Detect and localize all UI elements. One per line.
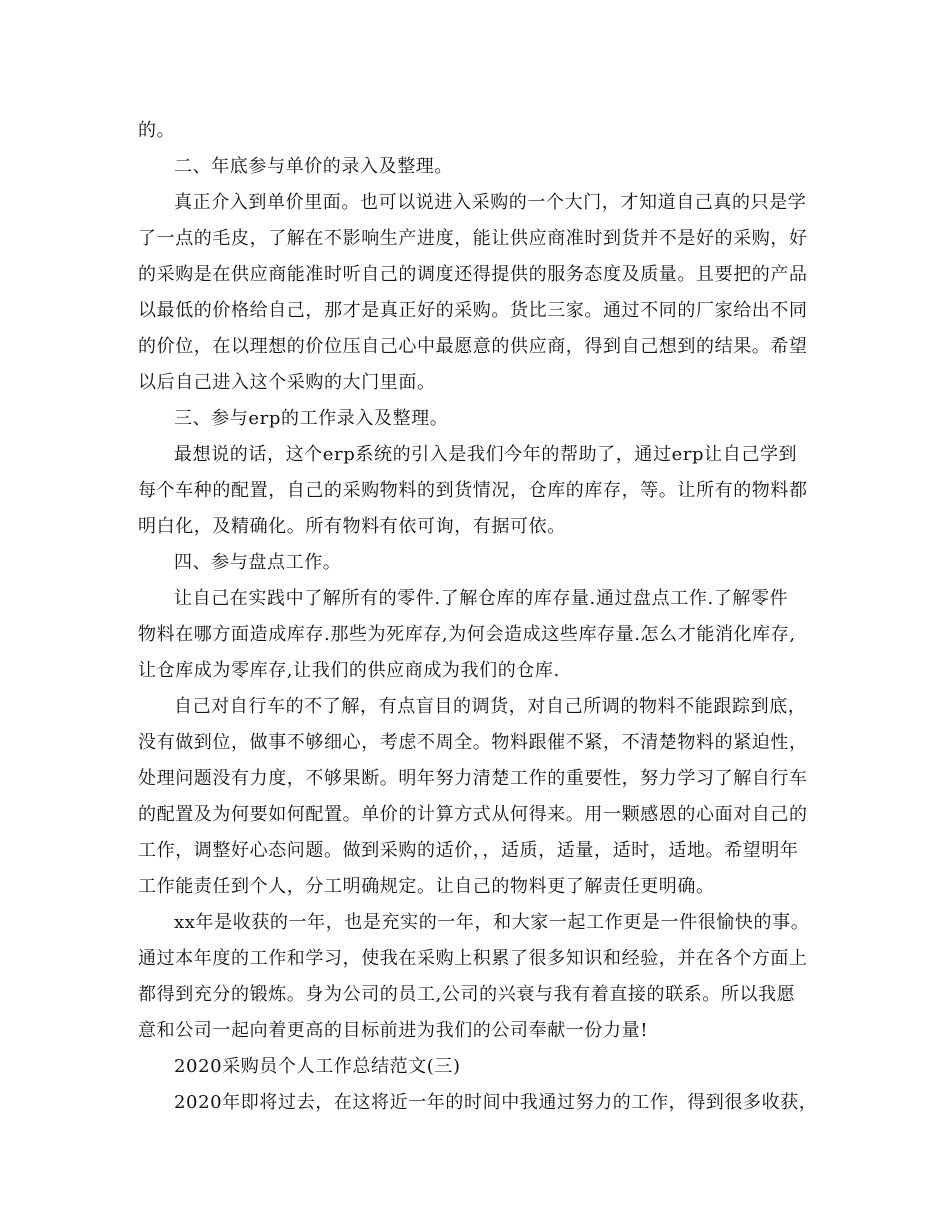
article-title: 2020采购员个人工作总结范文(三) [174,1056,461,1077]
text-line-8: 以后自己进入这个采购的大门里面。 [138,372,436,393]
text-line-4: 了一点的毛皮，了解在不影响生产进度，能让供应商准时到货并不是好的采购，好 [138,228,808,249]
text-line-19: 处理问题没有力度，不够果断。明年努力清楚工作的重要性，努力学习了解自行车 [138,768,808,789]
text-line-10: 最想说的话，这个erp系统的引入是我们今年的帮助了，通过erp让自己学到 [174,444,798,465]
text-line-17: 自己对自行车的不了解，有点盲目的调货，对自己所调的物料不能跟踪到底， [174,696,807,717]
section-heading-4: 四、参与盘点工作。 [174,552,342,573]
text-line-7: 的价位，在以理想的价位压自己心中最愿意的供应商，得到自己想到的结果。希望 [138,336,808,357]
text-line-21: 工作，调整好心态问题。做到采购的适价，，适质，适量，适时，适地。希望明年 [138,840,799,861]
text-line-12: 明白化，及精确化。所有物料有依可询，有据可依。 [138,516,566,537]
section-heading-2: 二、年底参与单价的录入及整理。 [174,156,453,177]
text-line-11: 每个车种的配置，自己的采购物料的到货情况，仓库的库存，等。让所有的物料都 [138,480,808,501]
text-line-28: 2020年即将过去，在这将近一年的时间中我通过努力的工作，得到很多收获， [174,1092,818,1113]
text-line-23: xx年是收获的一年，也是充实的一年，和大家一起工作更是一件很愉快的事。 [174,912,810,933]
text-line-22: 工作能责任到个人，分工明确规定。让自己的物料更了解责任更明确。 [138,876,715,897]
text-line-6: 以最低的价格给自己，那才是真正好的采购。货比三家。通过不同的厂家给出不同 [138,300,808,321]
text-line-1: 的。 [138,120,176,141]
text-line-14: 让自己在实践中了解所有的零件.了解仓库的库存量.通过盘点工作.了解零件 [174,588,789,609]
text-line-18: 没有做到位，做事不够细心，考虑不周全。物料跟催不紧，不清楚物料的紧迫性， [138,732,808,753]
section-heading-3: 三、参与erp的工作录入及整理。 [174,408,449,429]
document-body [138,113,822,1121]
text-line-5: 的采购是在供应商能准时听自己的调度还得提供的服务态度及质量。且要把的产品 [138,264,808,285]
text-line-16: 让仓库成为零库存,让我们的供应商成为我们的仓库. [138,660,560,681]
text-line-24: 通过本年度的工作和学习，使我在采购上积累了很多知识和经验，并在各个方面上 [138,948,808,969]
text-line-25: 都得到充分的锻炼。身为公司的员工,公司的兴衰与我有着直接的联系。所以我愿 [138,984,796,1005]
text-line-3: 真正介入到单价里面。也可以说进入采购的一个大门，才知道自己真的只是学 [174,192,807,213]
text-line-20: 的配置及为何要如何配置。单价的计算方式从何得来。用一颗感恩的心面对自己的 [138,804,808,825]
text-line-26: 意和公司一起向着更高的目标前进为我们的公司奉献一份力量! [138,1020,649,1041]
text-line-15: 物料在哪方面造成库存.那些为死库存,为何会造成这些库存量.怎么才能消化库存, [138,624,796,645]
